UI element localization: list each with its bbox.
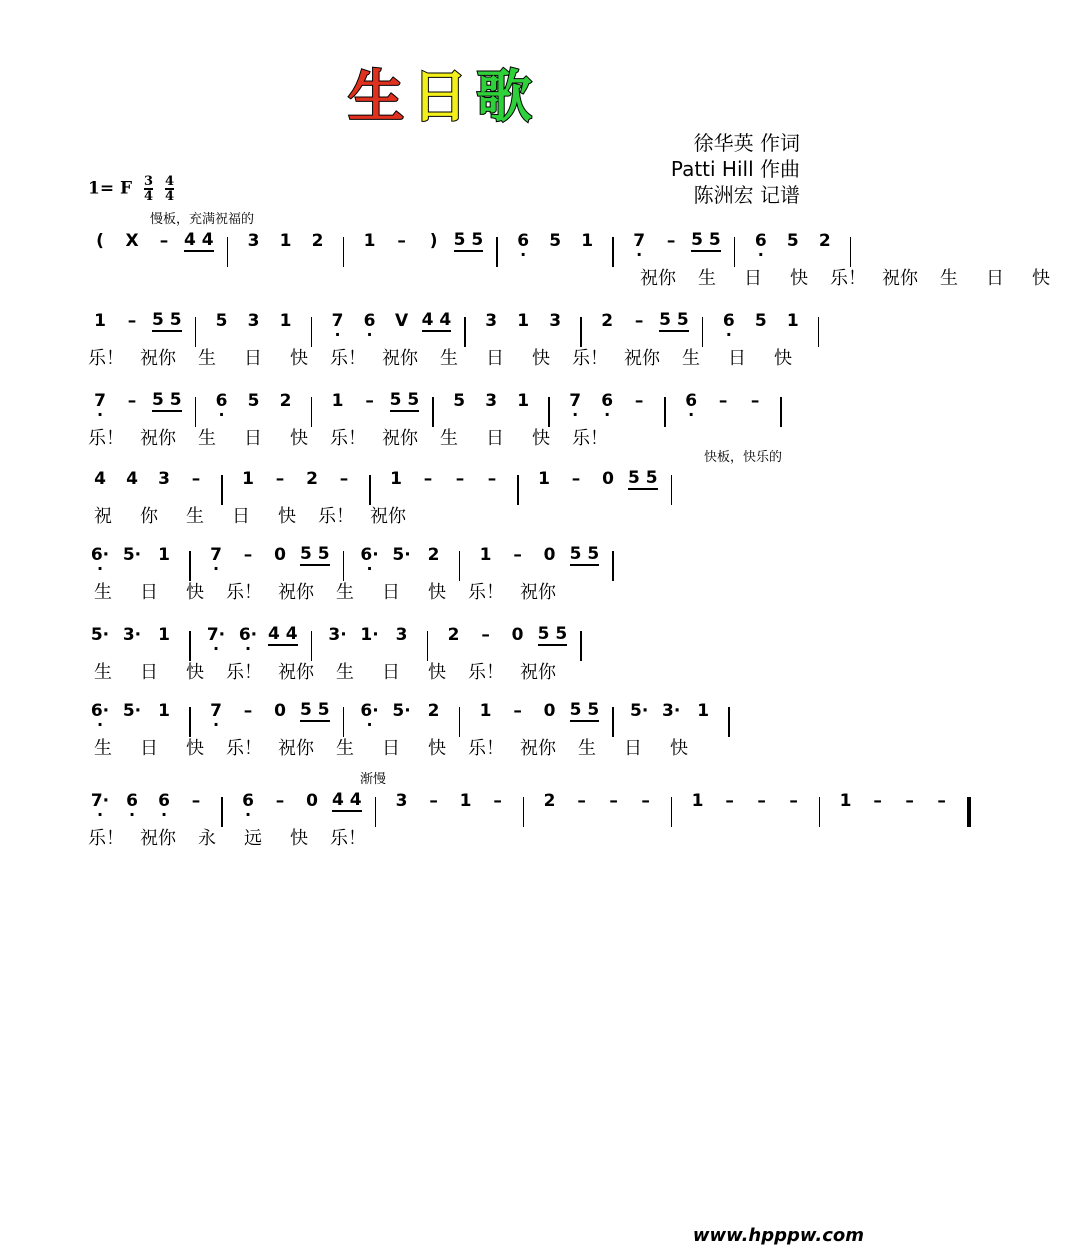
lyric: 快 xyxy=(290,428,308,449)
note: 1 xyxy=(517,391,530,411)
note: 1 xyxy=(279,231,292,251)
note: 3 xyxy=(395,625,408,645)
dash-note: – xyxy=(873,791,882,811)
dash-note: – xyxy=(275,469,285,489)
note: 4 4 xyxy=(421,310,452,330)
watermark: www.hpppw.com xyxy=(692,1225,864,1246)
lyric: 祝你 xyxy=(624,348,660,369)
note: 0 xyxy=(543,545,556,565)
lyric: 日 xyxy=(244,428,262,449)
dash-note: – xyxy=(191,469,201,489)
lyric: 生 xyxy=(198,428,216,449)
dash-note: – xyxy=(577,791,586,811)
note: 1 xyxy=(242,469,254,489)
dash-note: – xyxy=(275,791,285,811)
note: 7· · xyxy=(204,625,228,645)
note: 3· xyxy=(662,701,681,721)
lyric: 祝你 xyxy=(382,348,418,369)
note: 2 xyxy=(818,231,831,251)
lyric: 快 xyxy=(428,662,446,683)
lyric: 乐！ xyxy=(830,268,866,289)
lyric: 快 xyxy=(186,662,204,683)
lyric: 生 xyxy=(336,662,354,683)
time-signature-3-4: $\frac{3}{4}$ xyxy=(143,174,154,204)
dash-note: – xyxy=(718,391,728,411)
lyric: 快 xyxy=(186,738,204,759)
tempo-mark-fast: 快板，快乐的 xyxy=(704,450,783,465)
lyric: 祝你 xyxy=(520,662,556,683)
note: 6 · xyxy=(210,391,234,411)
lyric: 祝你 xyxy=(140,348,176,369)
note: 5· xyxy=(122,545,142,565)
dash-note: – xyxy=(127,391,137,411)
lyric: 乐！ xyxy=(468,582,504,603)
note: 5 5 xyxy=(569,544,600,564)
dash-note: – xyxy=(905,791,914,811)
note: 5 xyxy=(754,311,767,331)
note: V xyxy=(394,311,409,331)
note: 6 · xyxy=(717,311,741,331)
lyrics-row xyxy=(88,578,572,604)
note: 5 5 xyxy=(453,230,484,250)
lyric: 快 xyxy=(186,582,204,603)
note: 5 xyxy=(215,311,228,331)
note: 1 xyxy=(459,791,472,811)
note: 1 xyxy=(479,701,492,721)
lyric: 快 xyxy=(790,268,808,289)
lyric: 永 xyxy=(198,828,216,849)
note: 0 xyxy=(274,545,286,565)
lyric: 日 xyxy=(382,662,400,683)
score-line xyxy=(88,308,810,378)
note: 7 · xyxy=(326,311,350,331)
score-line xyxy=(88,788,946,858)
lyric: 日 xyxy=(232,506,250,527)
lyric: 乐！ xyxy=(330,428,366,449)
note: 1 xyxy=(581,231,594,251)
note: 3 xyxy=(395,791,408,811)
note: 6· · xyxy=(88,701,112,721)
note: 6 · xyxy=(511,231,535,251)
note: 3 xyxy=(247,311,260,331)
note: 6 · xyxy=(120,791,144,811)
lyric: 生 xyxy=(198,348,216,369)
note: 0 xyxy=(602,469,614,489)
tempo-mark-slow: 渐慢 xyxy=(360,772,387,787)
lyrics-row xyxy=(88,734,710,760)
note: 5· xyxy=(392,545,411,565)
lyrics-row xyxy=(88,502,422,528)
lyric: 日 xyxy=(624,738,642,759)
note: 5 xyxy=(247,391,260,411)
notes-row xyxy=(88,228,865,254)
lyric: 乐！ xyxy=(226,582,262,603)
lyric: 快 xyxy=(290,348,308,369)
lyric: 祝你 xyxy=(882,268,918,289)
lyric: 祝 xyxy=(94,506,112,527)
lyrics-row xyxy=(88,824,382,850)
note: 4 xyxy=(126,469,138,489)
dash-note: – xyxy=(159,231,169,251)
note: 4 4 xyxy=(268,624,298,644)
lyric: 乐！ xyxy=(572,428,608,449)
score-line xyxy=(88,622,810,692)
lyric: 你 xyxy=(140,506,158,527)
note: 3 xyxy=(549,311,562,331)
note: 1 xyxy=(158,545,170,565)
lyric: 日 xyxy=(744,268,762,289)
notes-row xyxy=(88,788,982,814)
lyric: 乐！ xyxy=(226,662,262,683)
note: 2 xyxy=(279,391,292,411)
lyric: 生 xyxy=(440,428,458,449)
note: 5· xyxy=(122,701,142,721)
note: 5 5 xyxy=(389,390,420,410)
dash-note: – xyxy=(789,791,798,811)
note: X xyxy=(125,231,139,251)
notes-row xyxy=(88,308,833,334)
lyric: 祝你 xyxy=(520,738,556,759)
dash-note: – xyxy=(666,231,676,251)
note: 5 5 xyxy=(569,700,600,720)
notes-row xyxy=(88,698,743,724)
lyric: 日 xyxy=(140,582,158,603)
note: 2 xyxy=(306,469,318,489)
lyric: 日 xyxy=(486,348,504,369)
lyric: 日 xyxy=(486,428,504,449)
note: 2 xyxy=(311,231,324,251)
composer-credit: Patti Hill 作曲 xyxy=(670,157,800,181)
note: 1 xyxy=(363,231,376,251)
note: 5 5 xyxy=(691,230,721,250)
title-char: 日 xyxy=(412,65,476,130)
lyric: 祝你 xyxy=(370,506,406,527)
dash-note: – xyxy=(487,469,497,489)
lyric: 快 xyxy=(428,738,446,759)
note: 4 4 xyxy=(332,790,362,810)
note: 3 xyxy=(158,469,170,489)
note: 2 xyxy=(543,791,556,811)
dash-note: – xyxy=(243,701,253,721)
note: 3 xyxy=(485,391,498,411)
lyric: 祝你 xyxy=(278,582,314,603)
lyric: 乐！ xyxy=(468,662,504,683)
note: 1 xyxy=(538,469,550,489)
lyric: 乐！ xyxy=(88,348,124,369)
dash-note: – xyxy=(571,469,581,489)
lyric: 生 xyxy=(940,268,958,289)
note: 7 · xyxy=(88,391,112,411)
time-signature-4-4: $\frac{4}{4}$ xyxy=(164,174,174,204)
lyric: 快 xyxy=(1032,268,1050,289)
note: 6· · xyxy=(358,701,382,721)
dash-note: – xyxy=(937,791,946,811)
score-line xyxy=(88,228,1050,298)
note: 4 4 xyxy=(184,230,214,250)
dash-note: – xyxy=(513,545,522,565)
lyric: 日 xyxy=(244,348,262,369)
note: 5 5 xyxy=(300,700,330,720)
lyrics-row xyxy=(88,658,572,684)
lyric: 祝你 xyxy=(278,738,314,759)
dash-note: – xyxy=(634,311,644,331)
lyric: 生 xyxy=(94,738,112,759)
lyric: 生 xyxy=(186,506,204,527)
note: 5 5 xyxy=(300,544,330,564)
dash-note: – xyxy=(397,231,406,251)
note: 1 xyxy=(479,545,492,565)
note: 1 xyxy=(158,701,170,721)
lyric: 日 xyxy=(382,582,400,603)
score-line xyxy=(88,698,810,768)
lyric: 乐！ xyxy=(226,738,262,759)
notes-row xyxy=(88,622,595,648)
note: 0 xyxy=(274,701,286,721)
note: 5 xyxy=(453,391,466,411)
note: 6 · xyxy=(679,391,703,411)
lyric: 乐！ xyxy=(468,738,504,759)
note: 3· xyxy=(328,625,347,645)
dash-note: – xyxy=(339,469,349,489)
score-line xyxy=(88,542,810,612)
dash-note: – xyxy=(127,311,137,331)
note: 2 xyxy=(601,311,614,331)
note: 5 5 xyxy=(537,624,568,644)
note: 7 · xyxy=(204,545,228,565)
note: 5 xyxy=(786,231,799,251)
dash-note: – xyxy=(641,791,650,811)
score-line xyxy=(88,466,810,536)
note: 1 xyxy=(331,391,344,411)
note: 5· xyxy=(392,701,411,721)
note: 5 xyxy=(549,231,562,251)
note: 5 5 xyxy=(659,310,689,330)
dash-note: – xyxy=(725,791,734,811)
dash-note: – xyxy=(757,791,766,811)
dash-note: – xyxy=(513,701,522,721)
note: 1 xyxy=(390,469,402,489)
note: 3· xyxy=(122,625,142,645)
title-char: 生 xyxy=(348,65,412,130)
lyric: 生 xyxy=(440,348,458,369)
note: 1 xyxy=(279,311,292,331)
note: 3 xyxy=(485,311,498,331)
note: 6 · xyxy=(236,791,260,811)
dash-note: – xyxy=(750,391,760,411)
lyricist-credit: 徐华英 作词 xyxy=(693,131,800,155)
note: 6 · xyxy=(358,311,382,331)
note: 6 · xyxy=(595,391,619,411)
dash-note: – xyxy=(481,625,490,645)
dash-note: – xyxy=(423,469,433,489)
lyric: 生 xyxy=(698,268,716,289)
lyric: 快 xyxy=(278,506,296,527)
lyric: 祝你 xyxy=(640,268,676,289)
note: 4 xyxy=(94,469,106,489)
note: 7· · xyxy=(88,791,112,811)
note: 1 xyxy=(786,311,799,331)
lyric: 祝你 xyxy=(382,428,418,449)
lyric: 生 xyxy=(94,662,112,683)
dash-note: – xyxy=(634,391,644,411)
note: 5 5 xyxy=(152,390,182,410)
lyric: 祝你 xyxy=(520,582,556,603)
note: 6· · xyxy=(88,545,112,565)
note: 5· xyxy=(630,701,649,721)
lyric: 日 xyxy=(728,348,746,369)
note: 1· xyxy=(360,625,379,645)
note: 6· · xyxy=(358,545,382,565)
lyrics-row xyxy=(88,344,814,370)
lyric: 日 xyxy=(140,738,158,759)
note: 7 · xyxy=(563,391,587,411)
note: 0 xyxy=(511,625,524,645)
note: 5 5 xyxy=(152,310,182,330)
lyric: 远 xyxy=(244,828,262,849)
lyric: 祝你 xyxy=(140,828,176,849)
note: 3 xyxy=(247,231,260,251)
dash-note: – xyxy=(191,791,201,811)
note: 2 xyxy=(427,701,440,721)
key-text: 1= F xyxy=(88,178,133,199)
note: 5· xyxy=(90,625,110,645)
note: 1 xyxy=(517,311,530,331)
note: 1 xyxy=(691,791,704,811)
note: 6· · xyxy=(236,625,260,645)
lyric: 快 xyxy=(532,428,550,449)
lyric: 生 xyxy=(578,738,596,759)
dash-note: – xyxy=(493,791,502,811)
lyric: 乐！ xyxy=(88,428,124,449)
notes-row xyxy=(88,542,627,568)
score-line xyxy=(88,388,810,458)
note: 1 xyxy=(697,701,710,721)
lyrics-row xyxy=(88,264,1072,290)
tempo-mark-intro: 慢板，充满祝福的 xyxy=(150,212,255,227)
lyric: 快 xyxy=(428,582,446,603)
title-char: 歌 xyxy=(476,65,540,130)
lyrics-row xyxy=(88,424,624,450)
note: 1 xyxy=(94,311,106,331)
lyric: 乐！ xyxy=(330,348,366,369)
lyric: 生 xyxy=(336,738,354,759)
lyric: 祝你 xyxy=(278,662,314,683)
lyric: 快 xyxy=(774,348,792,369)
note: 1 xyxy=(839,791,852,811)
dash-note: – xyxy=(365,391,374,411)
transcriber-credit: 陈洲宏 记谱 xyxy=(693,183,800,207)
notes-row xyxy=(88,466,686,492)
note: 0 xyxy=(543,701,556,721)
note: ) xyxy=(429,231,438,251)
dash-note: – xyxy=(429,791,438,811)
dash-note: – xyxy=(609,791,618,811)
note: 5 5 xyxy=(628,468,658,488)
lyric: 乐！ xyxy=(572,348,608,369)
lyric: 日 xyxy=(140,662,158,683)
lyric: 乐！ xyxy=(88,828,124,849)
note: 6 · xyxy=(152,791,176,811)
note: 6 · xyxy=(749,231,773,251)
note: 7 · xyxy=(204,701,228,721)
dash-note: – xyxy=(243,545,253,565)
lyric: 乐！ xyxy=(318,506,354,527)
lyric: 生 xyxy=(682,348,700,369)
note: 1 xyxy=(158,625,170,645)
lyric: 日 xyxy=(382,738,400,759)
note: 0 xyxy=(306,791,318,811)
lyric: 祝你 xyxy=(140,428,176,449)
note: 2 xyxy=(427,545,440,565)
note: ( xyxy=(96,231,104,251)
lyric: 快 xyxy=(532,348,550,369)
lyric: 生 xyxy=(336,582,354,603)
lyric: 快 xyxy=(290,828,308,849)
dash-note: – xyxy=(455,469,465,489)
notes-row xyxy=(88,388,795,414)
lyric: 生 xyxy=(94,582,112,603)
lyric: 快 xyxy=(670,738,688,759)
note: 7 · xyxy=(627,231,651,251)
lyric: 日 xyxy=(986,268,1004,289)
lyric: 乐！ xyxy=(330,828,366,849)
note: 2 xyxy=(447,625,460,645)
